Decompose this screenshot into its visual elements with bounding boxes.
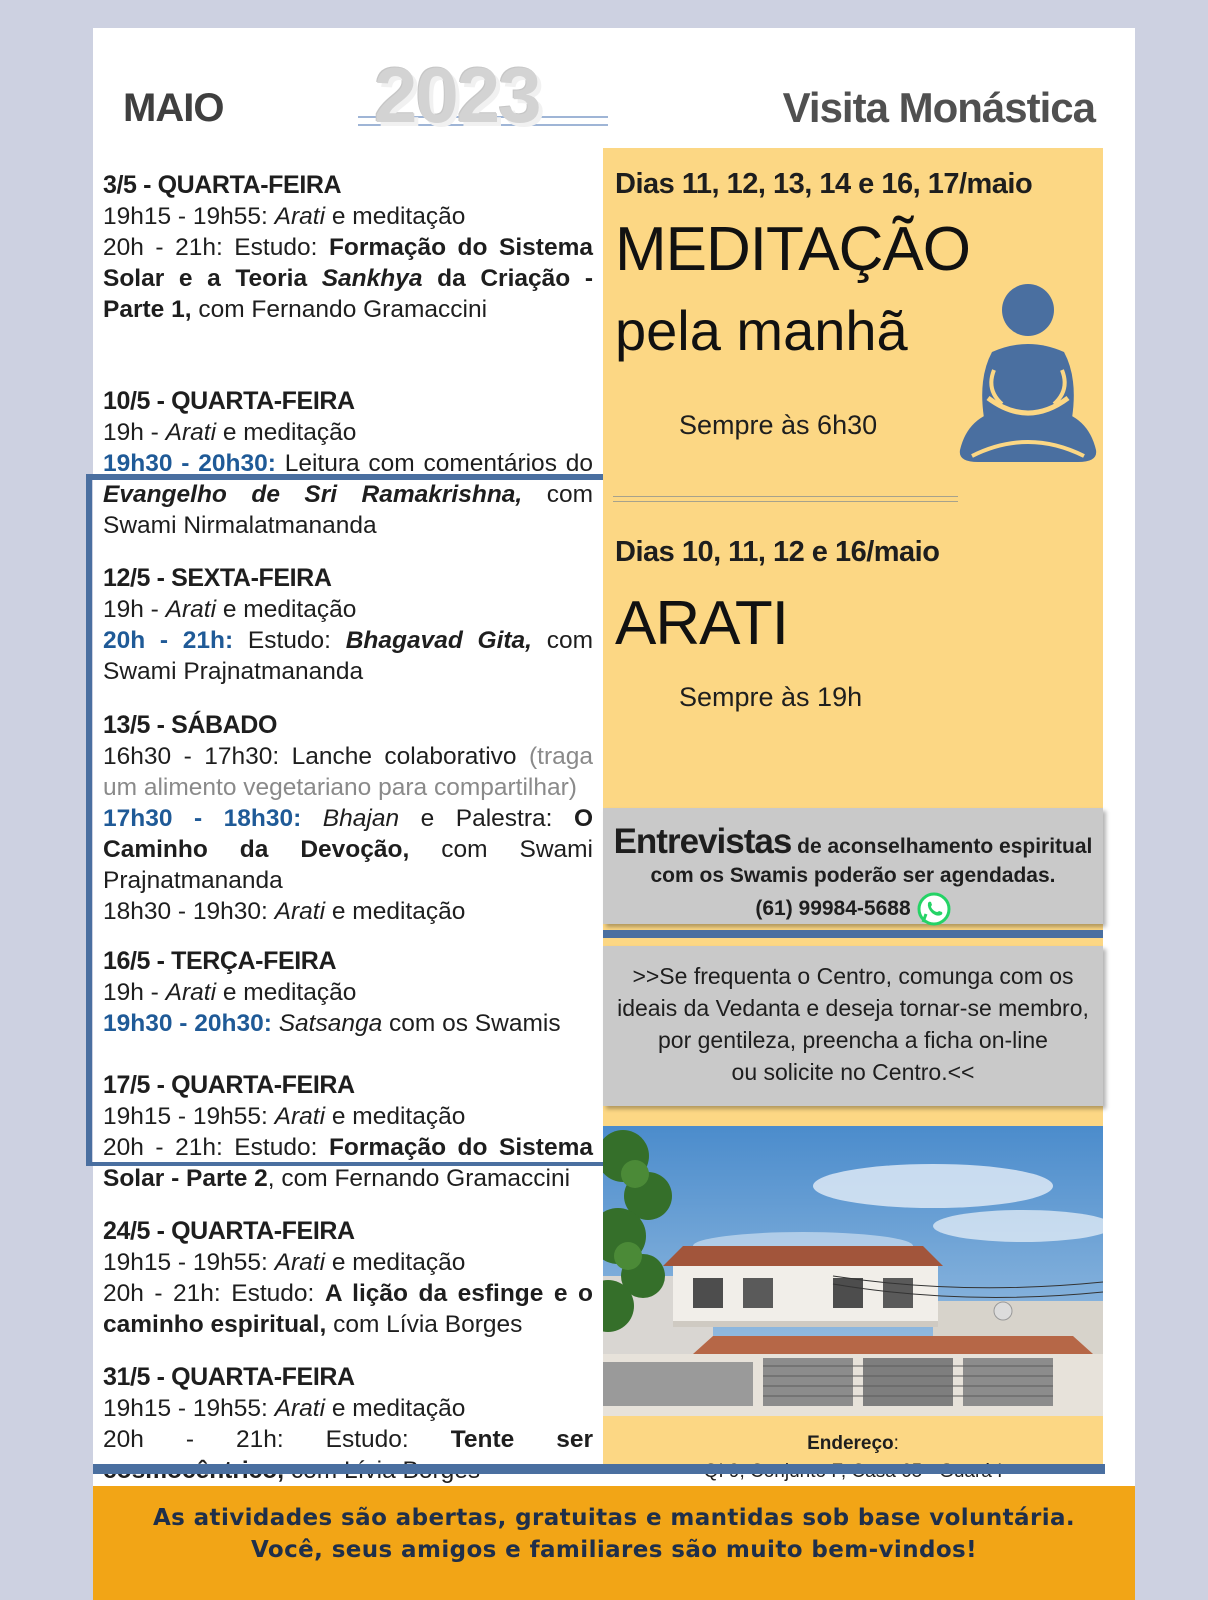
month-label: MAIO <box>123 86 224 130</box>
whatsapp-icon[interactable] <box>917 892 951 926</box>
event-line: 18h30 - 19h30: Arati e meditação <box>103 898 466 925</box>
event-line: 20h - 21h: Estudo: Tente ser <box>103 1426 594 1453</box>
flyer-page <box>93 28 1135 1600</box>
event-line: 19h15 - 19h55: Arati e meditação <box>103 203 466 230</box>
event-date: 17/5 - QUARTA-FEIRA <box>103 1071 355 1099</box>
address-label: Endereço <box>807 1433 894 1454</box>
meditation-time: Sempre às 6h30 <box>679 410 878 440</box>
meditation-days: Dias 11, 12, 13, 14 e 16, 17/maio <box>615 168 1033 200</box>
highlight-frame-left <box>86 476 92 1166</box>
phone-number[interactable]: (61) 99984-5688 <box>755 897 911 920</box>
footer-banner <box>93 1486 1135 1600</box>
membership-line: ou solicite no Centro.<< <box>731 1059 975 1085</box>
event-line: 19h - Arati e meditação <box>103 419 357 446</box>
panel-divider <box>613 496 958 502</box>
event-13-5 <box>103 710 593 927</box>
event-12-5 <box>103 563 593 687</box>
membership-line: >>Se frequenta o Centro, comunga com os <box>632 963 1074 989</box>
interviews-heading: Entrevistas <box>613 822 792 861</box>
address-label-row: Endereço: <box>807 1433 899 1454</box>
meditator-icon <box>958 278 1108 478</box>
event-line: 19h30 - 20h30: Leitura com comentários do Evangelho de Sri Ramakrishna, com Swami Nirmalatmananda <box>103 450 593 539</box>
footer-line2: Você, seus amigos e familiares são muito bem-vindos! <box>250 1537 978 1563</box>
membership-box <box>603 946 1103 1106</box>
membership-line: ideais da Vedanta e deseja tornar-se membro, <box>617 995 1089 1021</box>
event-line: 19h - Arati e meditação <box>103 596 357 623</box>
event-line: 20h - 21h: Estudo: Formação do Sistema Solar e a Teoria Sankhya da Criação - Parte 1, com Fernando Gramaccini <box>103 234 593 323</box>
meditation-subtitle: pela manhã <box>615 299 908 362</box>
event-line: 20h - 21h: Estudo: Formação do Sistema Solar - Parte 2, com Fernando Gramaccini <box>103 1134 593 1192</box>
event-line: 20h - 21h: Estudo: A lição da esfinge e o caminho espiritual, com Lívia Borges <box>103 1280 593 1338</box>
event-date: 3/5 - QUARTA-FEIRA <box>103 171 342 199</box>
event-3-5 <box>103 170 593 325</box>
event-24-5 <box>103 1216 593 1340</box>
center-building-photo <box>603 1126 1103 1416</box>
year-block <box>358 50 608 140</box>
event-line: 19h15 - 19h55: Arati e meditação <box>103 1395 466 1422</box>
page-title: Visita Monástica <box>782 84 1095 131</box>
arati-days: Dias 10, 11, 12 e 16/maio <box>615 536 940 568</box>
event-line: 16h30 - 17h30: Lanche colaborativo (traga um alimento vegetariano para compartilhar) <box>103 743 594 801</box>
interviews-phone-row <box>603 892 1103 926</box>
footer-divider <box>93 1464 1105 1474</box>
event-line: 17h30 - 18h30: Bhajan e Palestra: O Caminho da Devoção, com Swami Prajnatmananda <box>103 805 594 894</box>
event-line: 19h30 - 20h30: Satsanga com os Swamis <box>103 1010 561 1037</box>
footer-line1: As atividades são abertas, gratuitas e mantidas sob base voluntária. <box>152 1505 1076 1531</box>
event-date: 13/5 - SÁBADO <box>103 711 278 739</box>
year-label: 2023 <box>374 51 540 139</box>
event-16-5 <box>103 946 593 1039</box>
arati-title: ARATI <box>615 589 788 658</box>
membership-line: por gentileza, preencha a ficha on-line <box>658 1027 1048 1053</box>
divider-bar <box>603 930 1103 938</box>
event-line: 19h - Arati e meditação <box>103 979 357 1006</box>
interviews-line2: com os Swamis poderão ser agendadas. <box>650 864 1056 887</box>
event-line: 20h - 21h: Estudo: Bhagavad Gita, com Swami Prajnatmananda <box>103 627 593 685</box>
event-line: 19h15 - 19h55: Arati e meditação <box>103 1249 466 1276</box>
interviews-line1: Entrevistas de aconselhamento espiritual <box>613 822 1093 861</box>
address-block <box>603 1430 1103 1486</box>
event-line: 19h15 - 19h55: Arati e meditação <box>103 1103 466 1130</box>
event-date: 10/5 - QUARTA-FEIRA <box>103 387 355 415</box>
event-date: 31/5 - QUARTA-FEIRA <box>103 1363 355 1391</box>
event-10-5 <box>103 386 593 541</box>
event-date: 24/5 - QUARTA-FEIRA <box>103 1217 355 1245</box>
interviews-box <box>603 808 1103 924</box>
event-date: 12/5 - SEXTA-FEIRA <box>103 564 332 592</box>
event-date: 16/5 - TERÇA-FEIRA <box>103 947 337 975</box>
event-17-5 <box>103 1070 593 1194</box>
meditation-title: MEDITAÇÃO <box>615 215 970 284</box>
arati-time: Sempre às 19h <box>679 682 863 712</box>
